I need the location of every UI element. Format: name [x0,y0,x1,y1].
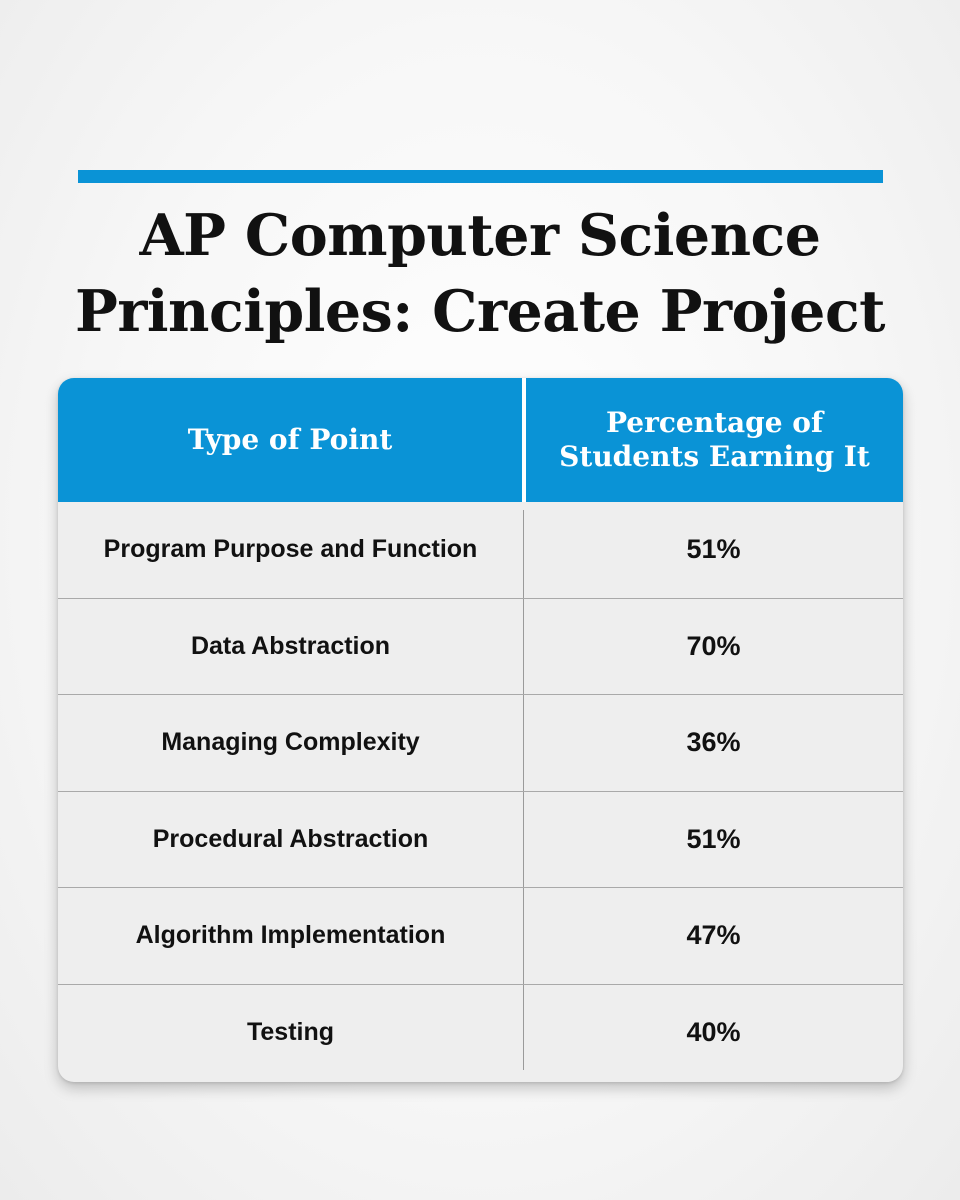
row-value: 70% [686,630,741,661]
title-accent-bar [78,170,883,183]
row-label: Procedural Abstraction [152,824,429,853]
row-value: 40% [686,1016,741,1047]
column-header-type-of-point: Type of Point [187,423,393,456]
table-row [58,695,903,792]
row-label: Testing [246,1017,335,1046]
table-row [58,888,903,985]
page-title [0,198,960,350]
row-value: 51% [686,534,741,565]
column-header-percentage: Percentage of Students Earning It [559,406,870,473]
table-row [58,599,903,696]
row-label: Data Abstraction [190,631,391,660]
row-value: 51% [686,823,741,854]
row-label: Algorithm Implementation [135,921,446,950]
table-header [58,378,903,502]
row-value: 47% [686,920,741,951]
table-row [58,792,903,889]
row-label: Managing Complexity [161,728,420,757]
row-value: 36% [686,727,741,758]
results-table [58,378,903,1082]
row-label: Program Purpose and Function [103,535,478,564]
table-row [58,985,903,1081]
table-body [58,502,903,1080]
page-title-line-1: AP Computer Science [139,202,821,269]
page-title-line-2: Principles: Create Project [75,278,885,345]
table-row [58,502,903,599]
